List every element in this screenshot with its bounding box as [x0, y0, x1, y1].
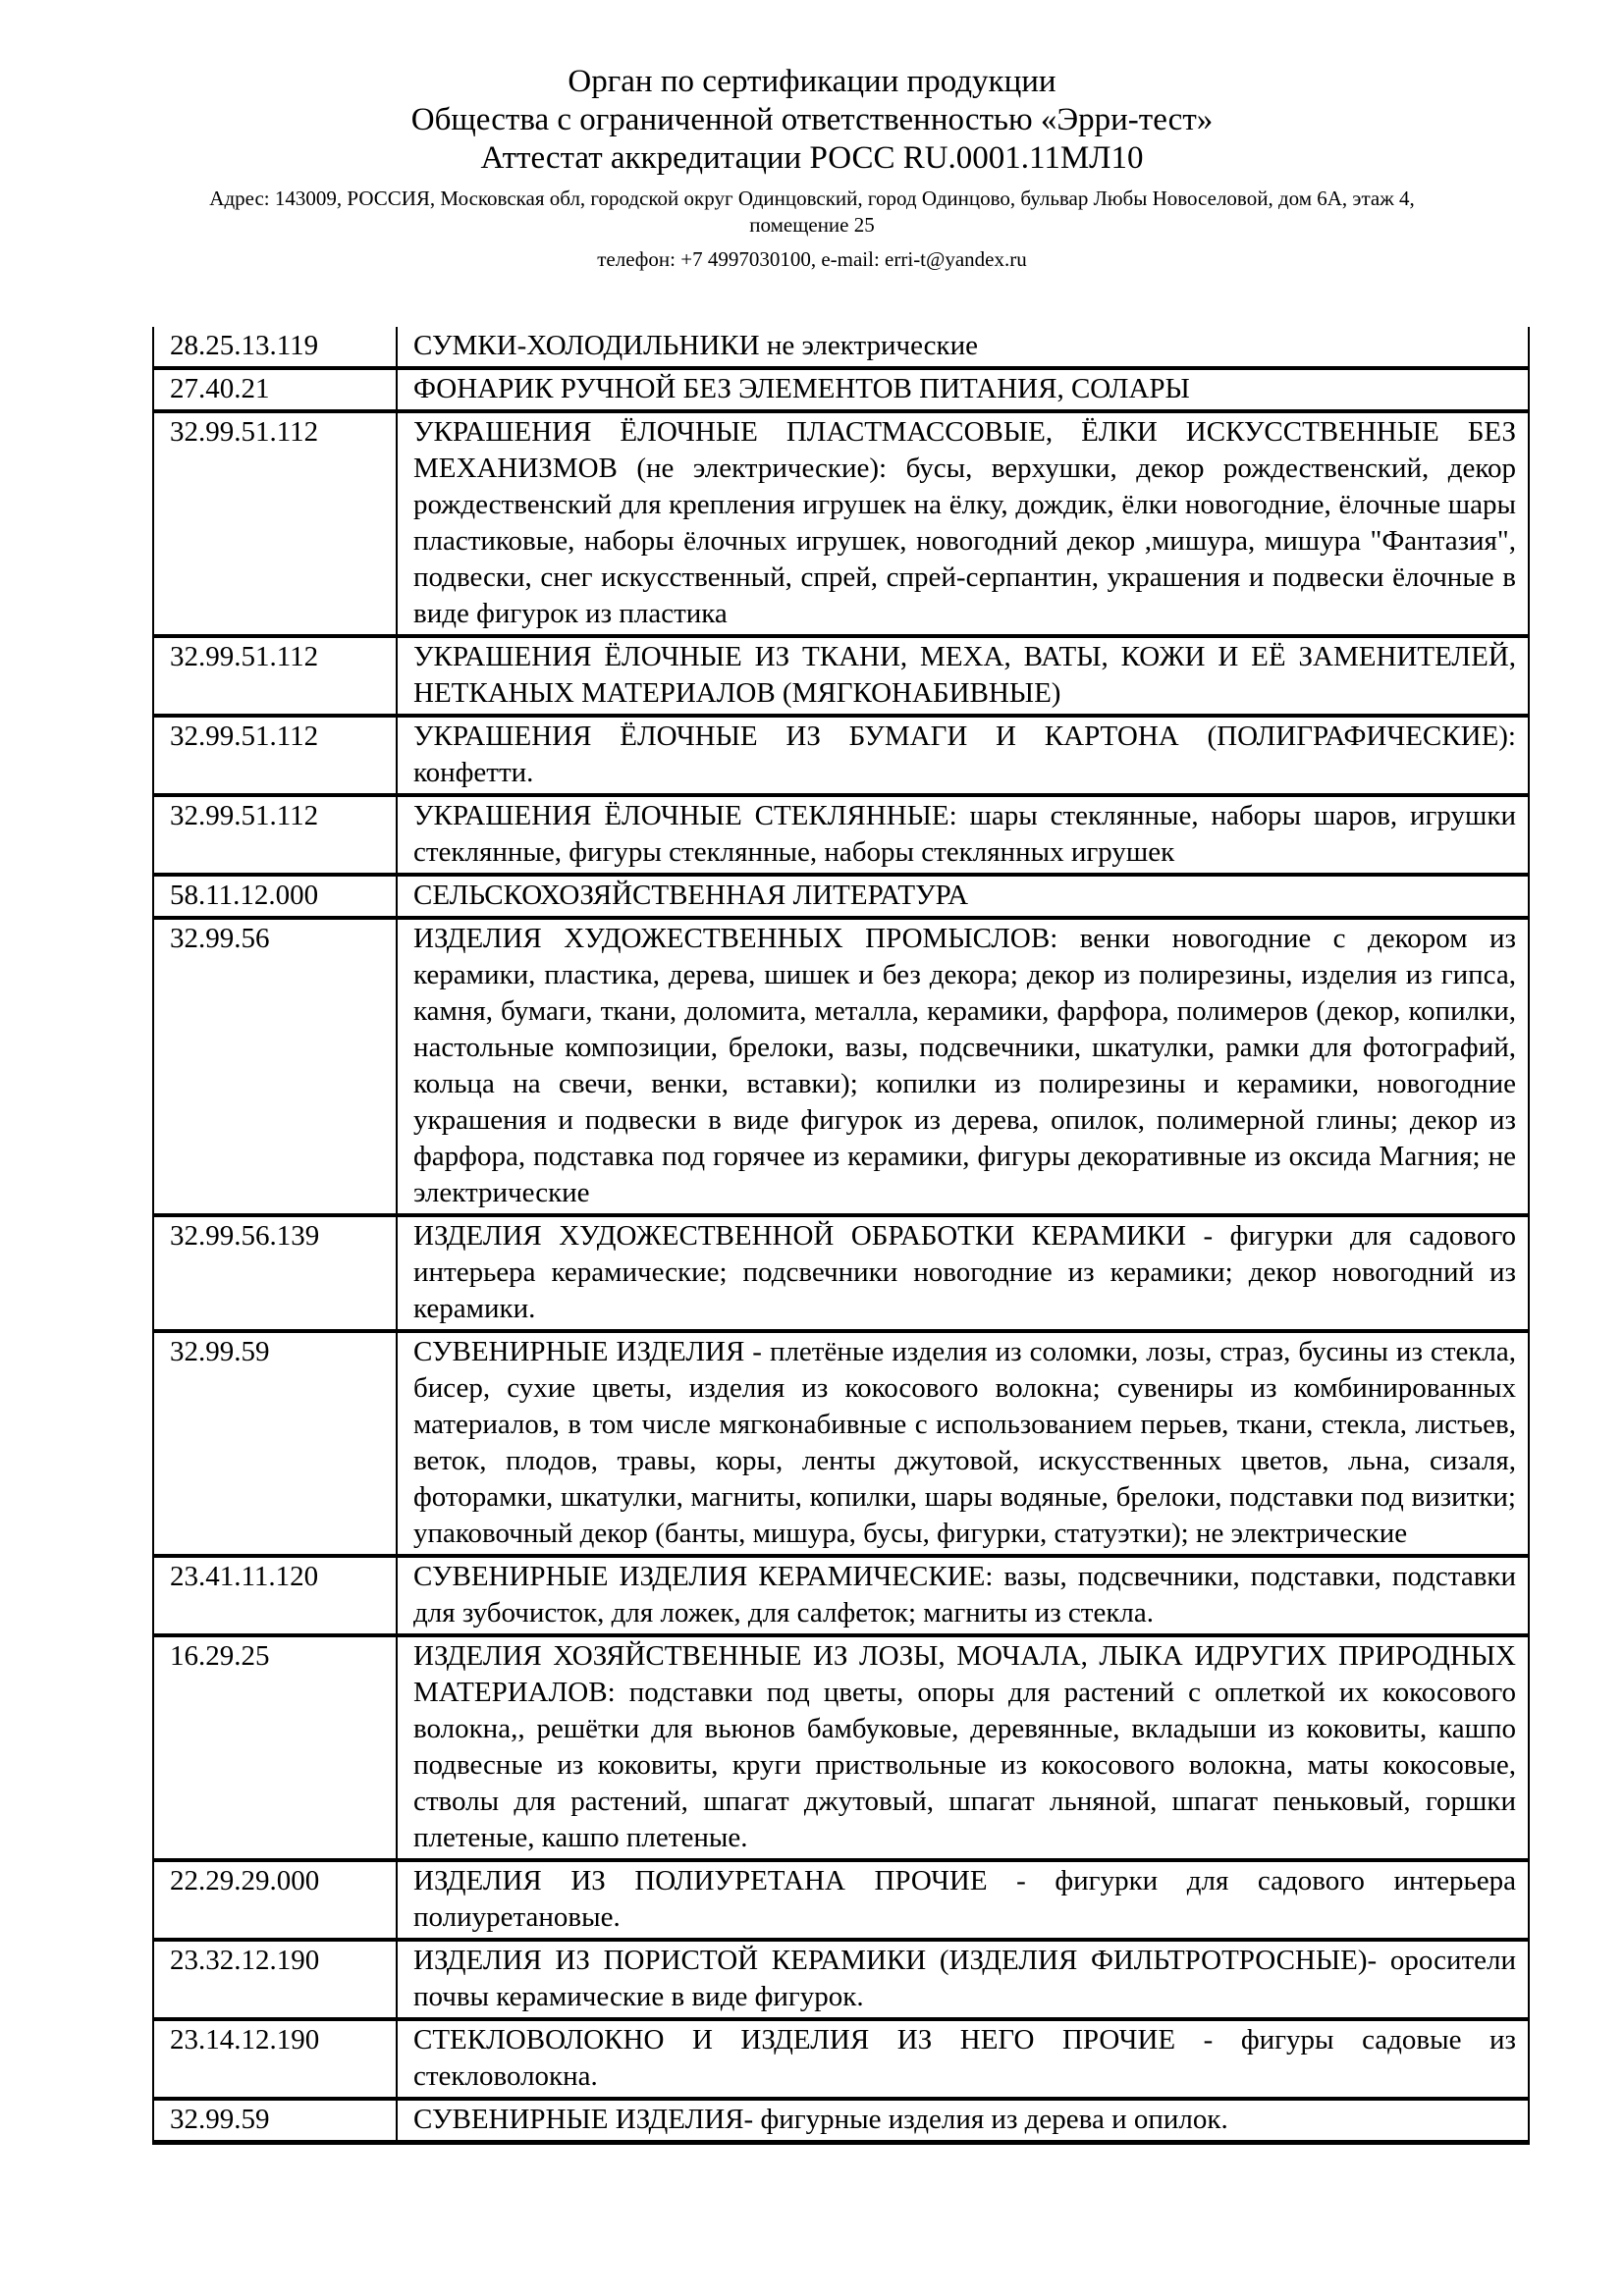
- product-description: СУМКИ-ХОЛОДИЛЬНИКИ не электрические: [397, 327, 1529, 368]
- table-row: [153, 1331, 1529, 1556]
- org-address-line1: Адрес: 143009, РОССИЯ, Московская обл, городской округ Одинцовский, город Одинцово, бульвар Любы Новоселовой, дом 6А, этаж 4,: [209, 187, 1415, 210]
- product-description: СТЕКЛОВОЛОКНО И ИЗДЕЛИЯ ИЗ НЕГО ПРОЧИЕ - фигуры садовые из стекловолокна.: [397, 2019, 1529, 2099]
- org-address: [0, 186, 1624, 239]
- table-row: [153, 1860, 1529, 1940]
- product-description: УКРАШЕНИЯ ЁЛОЧНЫЕ ИЗ БУМАГИ И КАРТОНА (ПОЛИГРАФИЧЕСКИЕ): конфетти.: [397, 716, 1529, 795]
- table-row: [153, 795, 1529, 875]
- product-code: 32.99.59: [153, 1331, 397, 1556]
- org-title: Орган по сертификации продукции: [568, 64, 1056, 99]
- table-row: [153, 875, 1529, 918]
- product-code: 32.99.51.112: [153, 716, 397, 795]
- table-row: [153, 1635, 1529, 1860]
- product-description: ИЗДЕЛИЯ ХУДОЖЕСТВЕННЫХ ПРОМЫСЛОВ: венки новогодние с декором из керамики, пластика, дерева, шишек и без декора; декор из полирезины, изделия из гипса, камня, бумаги, ткани, доломита, металла, керамики, фарфора, полимеров (декор, копилки, настольные композиции, брелоки, вазы, подсвечники, шкатулки, рамки для фотографий, кольца на свечи, венки, вставки); копилки из полирезины и керамики, новогодние украшения и подвески в виде фигурок из дерева, опилок, полимерной глины; декор из фарфора, подставка под горячее из керамики, фигуры декоративные из оксида Магния; не электрические: [397, 918, 1529, 1215]
- product-description: ИЗДЕЛИЯ ХУДОЖЕСТВЕННОЙ ОБРАБОТКИ КЕРАМИКИ - фигурки для садового интерьера керамические; подсвечники новогодние из керамики; декор новогодний из керамики.: [397, 1215, 1529, 1331]
- table-row: [153, 2019, 1529, 2099]
- table-row: [153, 411, 1529, 636]
- product-description: СУВЕНИРНЫЕ ИЗДЕЛИЯ КЕРАМИЧЕСКИЕ: вазы, подсвечники, подставки, подставки для зубочисток, для ложек, для салфеток; магниты из стекла.: [397, 1556, 1529, 1635]
- product-code: 58.11.12.000: [153, 875, 397, 918]
- table-row: [153, 327, 1529, 368]
- product-description: УКРАШЕНИЯ ЁЛОЧНЫЕ ПЛАСТМАССОВЫЕ, ЁЛКИ ИСКУССТВЕННЫЕ БЕЗ МЕХАНИЗМОВ (не электрические): бусы, верхушки, декор рождественский, декор рождественский для крепления игрушек на ёлку, дождик, ёлки новогодние, ёлочные шары пластиковые, наборы ёлочных игрушек, новогодний декор ,мишура, мишура "Фантазия", подвески, снег искусственный, спрей, спрей-серпантин, украшения и подвески ёлочные в виде фигурок из пластика: [397, 411, 1529, 636]
- product-code: 27.40.21: [153, 368, 397, 411]
- table-row: [153, 1215, 1529, 1331]
- table-row: [153, 918, 1529, 1215]
- product-code: 23.41.11.120: [153, 1556, 397, 1635]
- product-code: 32.99.56.139: [153, 1215, 397, 1331]
- product-description: ИЗДЕЛИЯ ИЗ ПОРИСТОЙ КЕРАМИКИ (ИЗДЕЛИЯ ФИЛЬТРОТРОСНЫЕ)- оросители почвы керамические в виде фигурок.: [397, 1940, 1529, 2019]
- document-header: [0, 0, 1624, 273]
- org-address-line2: помещение 25: [749, 213, 875, 237]
- table-row: [153, 716, 1529, 795]
- product-description: СУВЕНИРНЫЕ ИЗДЕЛИЯ - плетёные изделия из соломки, лозы, страз, бусины из стекла, бисер, сухие цветы, изделия из кокосового волокна; сувениры из комбинированных материалов, в том числе мягконабивные с использованием перьев, ткани, стекла, листьев, веток, плодов, травы, коры, ленты джутовой, искусственных цветов, льна, сизаля, фоторамки, шкатулки, магниты, копилки, шары водяные, брелоки, подставки под визитки; упаковочный декор (банты, мишура, бусы, фигурки, статуэтки); не электрические: [397, 1331, 1529, 1556]
- product-table-body: [153, 327, 1529, 2143]
- table-row: [153, 1556, 1529, 1635]
- product-code: 23.14.12.190: [153, 2019, 397, 2099]
- product-description: ФОНАРИК РУЧНОЙ БЕЗ ЭЛЕМЕНТОВ ПИТАНИЯ, СОЛАРЫ: [397, 368, 1529, 411]
- product-code: 32.99.56: [153, 918, 397, 1215]
- accreditation-number: Аттестат аккредитации РОСС RU.0001.11МЛ10: [480, 140, 1144, 176]
- product-description: УКРАШЕНИЯ ЁЛОЧНЫЕ СТЕКЛЯННЫЕ: шары стеклянные, наборы шаров, игрушки стеклянные, фигуры стеклянные, наборы стеклянных игрушек: [397, 795, 1529, 875]
- product-description: ИЗДЕЛИЯ ХОЗЯЙСТВЕННЫЕ ИЗ ЛОЗЫ, МОЧАЛА, ЛЫКА ИДРУГИХ ПРИРОДНЫХ МАТЕРИАЛОВ: подставки под цветы, опоры для растений с оплеткой их кокосового волокна,, решётки для вьюнов бамбуковые, деревянные, вкладыши из коковиты, кашпо подвесные из коковиты, круги приствольные из кокосового волокна, маты кокосовые, стволы для растений, шпагат джутовый, шпагат льняной, шпагат пеньковый, горшки плетеные, кашпо плетеные.: [397, 1635, 1529, 1860]
- product-code: 16.29.25: [153, 1635, 397, 1860]
- product-code: 28.25.13.119: [153, 327, 397, 368]
- product-code: 32.99.51.112: [153, 636, 397, 716]
- product-code: 32.99.59: [153, 2099, 397, 2143]
- product-description: УКРАШЕНИЯ ЁЛОЧНЫЕ ИЗ ТКАНИ, МЕХА, ВАТЫ, КОЖИ И ЕЁ ЗАМЕНИТЕЛЕЙ, НЕТКАНЫХ МАТЕРИАЛОВ (МЯГКОНАБИВНЫЕ): [397, 636, 1529, 716]
- table-row: [153, 368, 1529, 411]
- product-description: СЕЛЬСКОХОЗЯЙСТВЕННАЯ ЛИТЕРАТУРА: [397, 875, 1529, 918]
- product-description: ИЗДЕЛИЯ ИЗ ПОЛИУРЕТАНА ПРОЧИЕ - фигурки для садового интерьера полиуретановые.: [397, 1860, 1529, 1940]
- product-code: 32.99.51.112: [153, 411, 397, 636]
- product-code: 22.29.29.000: [153, 1860, 397, 1940]
- table-row: [153, 1940, 1529, 2019]
- product-table: [152, 327, 1530, 2145]
- table-row: [153, 636, 1529, 716]
- product-code: 23.32.12.190: [153, 1940, 397, 2019]
- product-code: 32.99.51.112: [153, 795, 397, 875]
- org-name: Общества с ограниченной ответственностью «Эрри-тест»: [410, 102, 1214, 137]
- product-description: СУВЕНИРНЫЕ ИЗДЕЛИЯ- фигурные изделия из дерева и опилок.: [397, 2099, 1529, 2143]
- org-contacts: телефон: +7 4997030100, e-mail: erri-t@yandex.ru: [597, 247, 1027, 271]
- table-row: [153, 2099, 1529, 2143]
